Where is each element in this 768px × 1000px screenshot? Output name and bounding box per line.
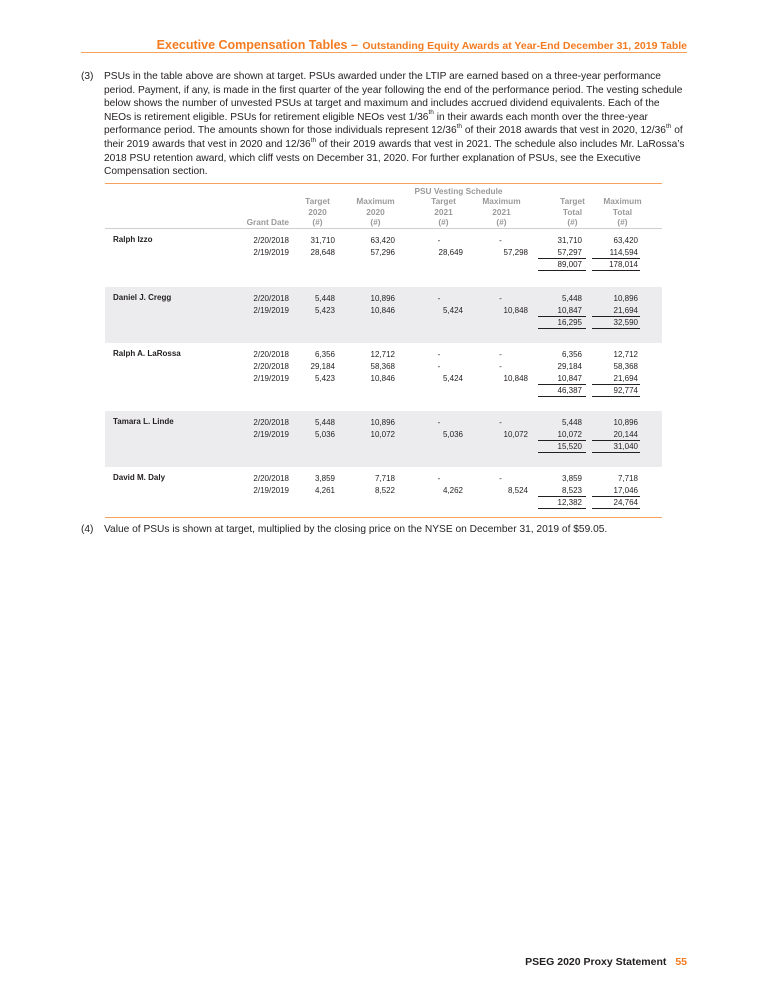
header-grant-date: Grant Date <box>246 217 289 227</box>
executive-name: Tamara L. Linde <box>113 417 174 426</box>
maximum-2020-cell: 57,296 <box>370 248 395 257</box>
target-total-cell: 8,523 <box>561 486 582 495</box>
maximum-2020-cell: 10,846 <box>370 374 395 383</box>
maximum-2021-cell: - <box>499 362 502 371</box>
target-2020-cell: 5,448 <box>314 418 335 427</box>
grant-date-cell: 2/20/2018 <box>253 418 289 427</box>
executive-block <box>105 343 662 411</box>
footnote-number: (4) <box>81 524 94 535</box>
table-top-rule <box>105 183 662 184</box>
grant-date-cell: 2/20/2018 <box>253 350 289 359</box>
table-row <box>105 349 662 361</box>
header-target-2020: Target 2020 (#) <box>305 196 330 227</box>
target-2020-cell: 31,710 <box>310 236 335 245</box>
maximum-2021-cell: 8,524 <box>507 486 528 495</box>
target-2021-cell: - <box>437 362 441 371</box>
total-double-underline <box>592 396 640 397</box>
footnote-3 <box>81 70 687 179</box>
total-double-underline <box>538 452 586 453</box>
target-2021-cell: - <box>437 350 441 359</box>
target-2020-cell: 5,423 <box>314 306 335 315</box>
target-2020-cell: 5,036 <box>314 430 335 439</box>
target-2020-cell: 5,423 <box>314 374 335 383</box>
maximum-2021-cell: 57,298 <box>503 248 528 257</box>
target-2021-cell: - <box>437 294 441 303</box>
maximum-total-cell: 21,694 <box>613 374 638 383</box>
total-double-underline <box>538 270 586 271</box>
footnote-number: (3) <box>81 71 94 82</box>
maximum-2021-cell: - <box>499 236 502 245</box>
footnote-text: Value of PSUs is shown at target, multiplied by the closing price on the NYSE on December 31, 2019 of $59.05. <box>104 524 608 535</box>
maximum-total-sum: 24,764 <box>613 498 638 507</box>
total-double-underline <box>592 452 640 453</box>
target-total-cell: 31,710 <box>557 236 582 245</box>
header-target-total: Target Total (#) <box>560 196 585 227</box>
executive-block <box>105 287 662 343</box>
target-total-cell: 5,448 <box>561 294 582 303</box>
maximum-2020-cell: 10,846 <box>370 306 395 315</box>
maximum-2020-cell: 63,420 <box>370 236 395 245</box>
target-total-cell: 10,847 <box>557 374 582 383</box>
header-subtitle: Outstanding Equity Awards at Year-End December 31, 2019 Table <box>362 40 687 52</box>
maximum-2020-cell: 12,712 <box>370 350 395 359</box>
maximum-2020-cell: 7,718 <box>374 474 395 483</box>
maximum-2021-cell: - <box>499 350 502 359</box>
grant-date-cell: 2/20/2018 <box>253 362 289 371</box>
footnote-text: PSUs in the table above are shown at target. PSUs awarded under the LTIP are earned based on a three-year performance period. Payment, if any, is made in the first quarter of the year following the end of the performance period. The vesting schedule below shows the number of unvested PSUs at target and maximum and includes accrued dividend equivalents. Each of the NEOs is retirement eligible. PSUs for retirement eligible NEOs vest 1/36th in their awards each month over the three-year performance period. The amounts shown for those individuals represent 12/36th of their 2018 awards that vest in 2020, 12/36th of their 2019 awards that vest in 2020 and 12/36th of their 2019 awards that vest in 2021. The schedule also includes Mr. LaRossa’s 2018 PSU retention award, which cliff vests on December 31, 2020. For further explanation of PSUs, see the Executive Compensation section. <box>104 71 685 178</box>
table-row <box>105 293 662 305</box>
target-total-sum: 46,387 <box>557 386 582 395</box>
maximum-total-cell: 10,896 <box>613 418 638 427</box>
maximum-2020-cell: 10,896 <box>370 294 395 303</box>
target-2020-cell: 3,859 <box>314 474 335 483</box>
target-total-sum: 12,382 <box>557 498 582 507</box>
maximum-2021-cell: - <box>499 418 502 427</box>
header-target-2021: Target 2021 (#) <box>431 196 456 227</box>
grant-date-cell: 2/19/2019 <box>253 374 289 383</box>
maximum-total-cell: 21,694 <box>613 306 638 315</box>
target-total-sum: 16,295 <box>557 318 582 327</box>
executive-name: Ralph Izzo <box>113 235 153 244</box>
total-double-underline <box>538 328 586 329</box>
target-total-cell: 10,072 <box>557 430 582 439</box>
maximum-total-sum: 31,040 <box>613 442 638 451</box>
maximum-total-cell: 114,594 <box>609 248 638 257</box>
target-2021-cell: 28,649 <box>438 248 463 257</box>
maximum-total-cell: 7,718 <box>617 474 638 483</box>
maximum-2021-cell: 10,848 <box>503 374 528 383</box>
maximum-total-cell: 58,368 <box>613 362 638 371</box>
header-rule <box>81 52 687 53</box>
maximum-2020-cell: 10,072 <box>370 430 395 439</box>
total-double-underline <box>592 270 640 271</box>
maximum-total-cell: 10,896 <box>613 294 638 303</box>
target-2020-cell: 5,448 <box>314 294 335 303</box>
footnote-4 <box>81 523 687 537</box>
maximum-total-cell: 17,046 <box>613 486 638 495</box>
maximum-2020-cell: 10,896 <box>370 418 395 427</box>
target-total-cell: 57,297 <box>557 248 582 257</box>
target-2020-cell: 28,648 <box>310 248 335 257</box>
maximum-2021-cell: 10,072 <box>503 430 528 439</box>
maximum-2021-cell: - <box>499 294 502 303</box>
total-double-underline <box>538 508 586 509</box>
page-footer <box>525 956 687 968</box>
maximum-total-sum: 32,590 <box>613 318 638 327</box>
maximum-total-sum: 178,014 <box>609 260 638 269</box>
maximum-2021-cell: 10,848 <box>503 306 528 315</box>
target-2021-cell: - <box>437 418 441 427</box>
header-maximum-2021: Maximum 2021 (#) <box>482 196 521 227</box>
target-2021-cell: 4,262 <box>442 486 463 495</box>
target-total-sum: 89,007 <box>557 260 582 269</box>
target-2021-cell: 5,424 <box>442 374 463 383</box>
header-title: Executive Compensation Tables – <box>156 38 358 52</box>
target-total-sum: 15,520 <box>557 442 582 451</box>
header-maximum-total: Maximum Total (#) <box>603 196 642 227</box>
target-2020-cell: 29,184 <box>310 362 335 371</box>
grant-date-cell: 2/20/2018 <box>253 294 289 303</box>
maximum-2020-cell: 8,522 <box>374 486 395 495</box>
target-2021-cell: 5,036 <box>442 430 463 439</box>
total-double-underline <box>538 396 586 397</box>
total-double-underline <box>592 508 640 509</box>
grant-date-cell: 2/19/2019 <box>253 248 289 257</box>
page-number: 55 <box>675 956 687 968</box>
executive-block <box>105 411 662 467</box>
target-total-cell: 5,448 <box>561 418 582 427</box>
target-total-cell: 10,847 <box>557 306 582 315</box>
target-total-cell: 6,356 <box>561 350 582 359</box>
footer-title: PSEG 2020 Proxy Statement <box>525 956 667 968</box>
target-2021-cell: 5,424 <box>442 306 463 315</box>
maximum-total-cell: 12,712 <box>613 350 638 359</box>
executive-name: David M. Daly <box>113 473 166 482</box>
table-bottom-rule <box>105 517 662 518</box>
table-row <box>105 361 662 373</box>
maximum-2021-cell: - <box>499 474 502 483</box>
grant-date-cell: 2/20/2018 <box>253 236 289 245</box>
grant-date-cell: 2/19/2019 <box>253 486 289 495</box>
table-row <box>105 473 662 485</box>
executive-block <box>105 467 662 517</box>
header-maximum-2020: Maximum 2020 (#) <box>356 196 395 227</box>
maximum-total-cell: 63,420 <box>613 236 638 245</box>
table-row <box>105 235 662 247</box>
grant-date-cell: 2/19/2019 <box>253 306 289 315</box>
maximum-total-cell: 20,144 <box>613 430 638 439</box>
table-row <box>105 417 662 429</box>
total-double-underline <box>592 328 640 329</box>
target-2020-cell: 4,261 <box>314 486 335 495</box>
target-total-cell: 3,859 <box>561 474 582 483</box>
executive-name: Daniel J. Cregg <box>113 293 172 302</box>
maximum-2020-cell: 58,368 <box>370 362 395 371</box>
target-2021-cell: - <box>437 236 441 245</box>
executive-block <box>105 229 662 287</box>
executive-name: Ralph A. LaRossa <box>113 349 181 358</box>
target-total-cell: 29,184 <box>557 362 582 371</box>
target-2020-cell: 6,356 <box>314 350 335 359</box>
grant-date-cell: 2/20/2018 <box>253 474 289 483</box>
maximum-total-sum: 92,774 <box>613 386 638 395</box>
grant-date-cell: 2/19/2019 <box>253 430 289 439</box>
table-title: PSU Vesting Schedule <box>414 186 503 196</box>
target-2021-cell: - <box>437 474 441 483</box>
